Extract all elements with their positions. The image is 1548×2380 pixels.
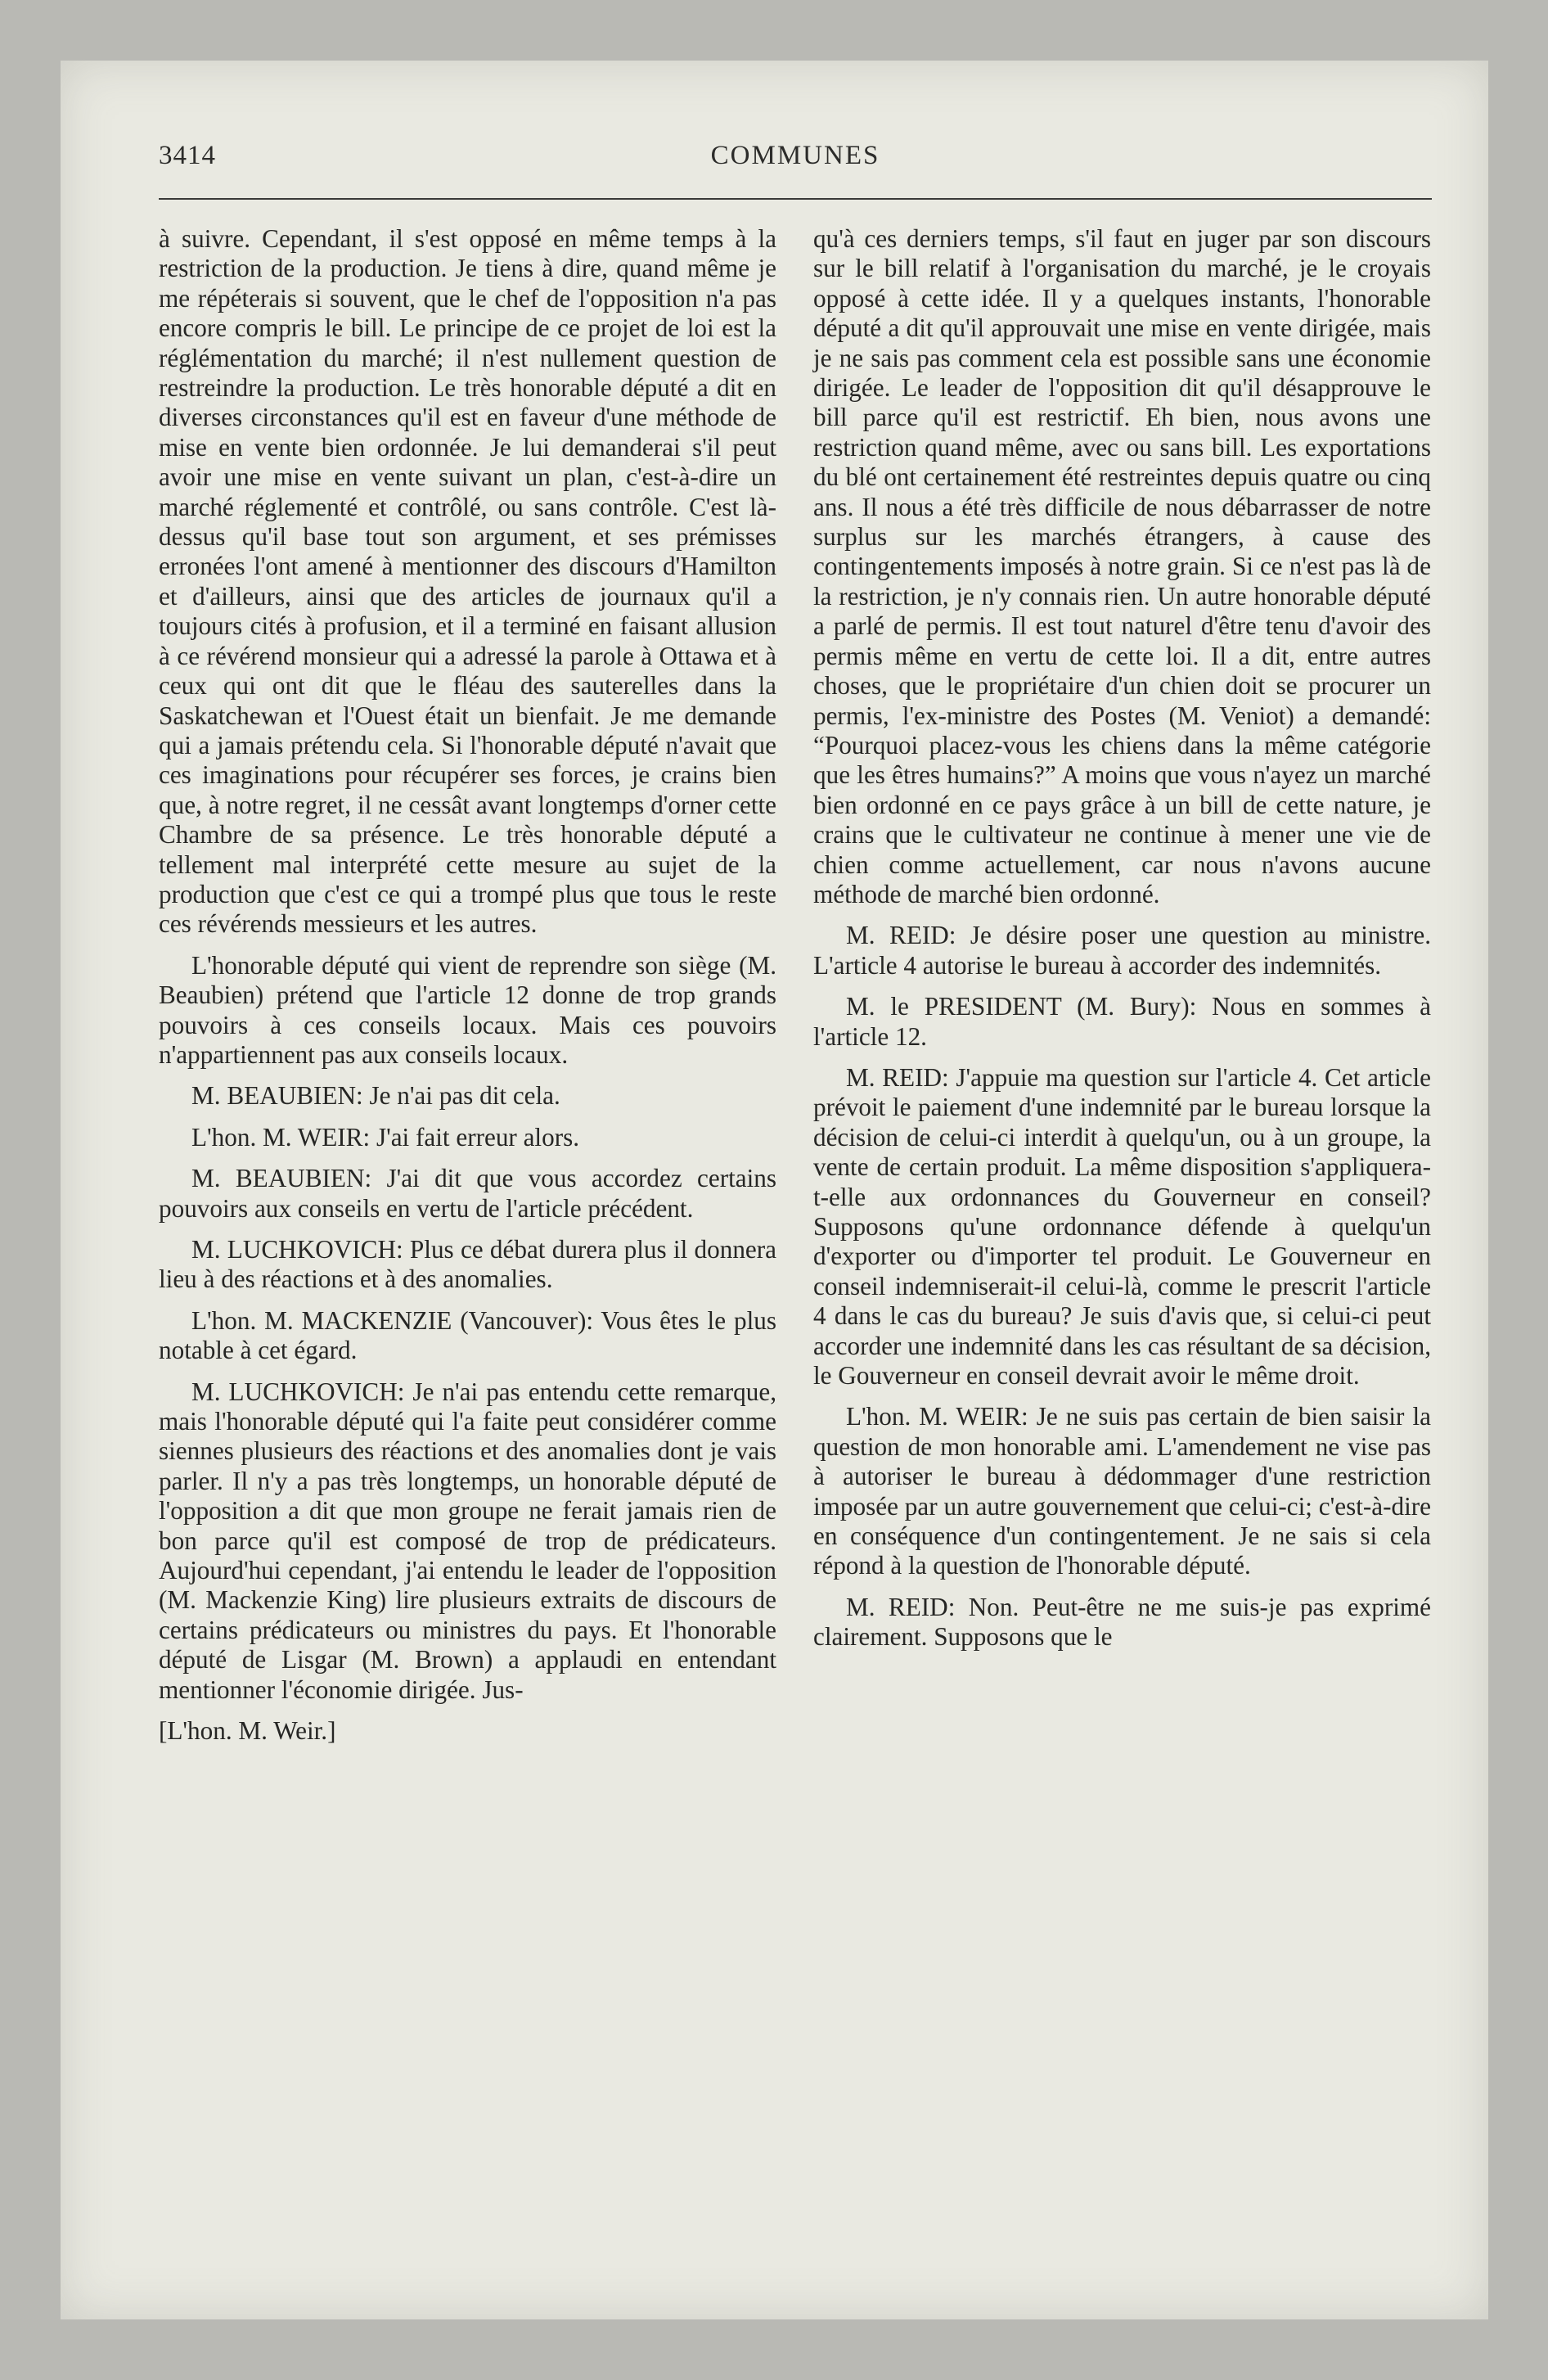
page-header xyxy=(159,141,1432,182)
speech-beaubien: M. BEAUBIEN: J'ai dit que vous accordez certains pouvoirs aux conseils en vertu de l'article précédent. xyxy=(159,1164,776,1223)
left-column xyxy=(159,224,776,1758)
speech-mackenzie: L'hon. M. MACKENZIE (Vancouver): Vous êtes le plus notable à cet égard. xyxy=(159,1305,776,1365)
speech-president: M. le PRESIDENT (M. Bury): Nous en sommes à l'article 12. xyxy=(813,992,1431,1051)
speech-luchkovich: M. LUCHKOVICH: Plus ce débat durera plus il donnera lieu à des réactions et à des anomalies. xyxy=(159,1235,776,1294)
speech-beaubien: M. BEAUBIEN: Je n'ai pas dit cela. xyxy=(191,1081,560,1111)
speech-weir: L'hon. M. WEIR: Je ne suis pas certain de bien saisir la question de mon honorable ami. L'amendement ne vise pas à autoriser le bureau à dédommager d'une restriction imposée par un autre gouvernement que celui-ci; c'est-à-dire en conséquence d'un contingentement. Je ne sais si cela répond à la question de l'honorable député. xyxy=(813,1402,1431,1580)
speech-reid: M. REID: J'appuie ma question sur l'article 4. Cet article prévoit le paiement d'une indemnité par le bureau lorsque la décision de celui-ci interdit à quelqu'un, ou à un groupe, la vente de certain produit. La même disposition s'appliquera-t-elle aux ordonnances du Gouverneur en conseil? Supposons qu'une ordonnance défende à quelqu'un d'exporter ou d'importer tel produit. Le Gouverneur en conseil indemniserait-il celui-là, comme le prescrit l'article 4 dans le cas du bureau? Je suis d'avis que, si celui-ci peut accorder une indemnité dans les cas résultant de sa décision, le Gouverneur en conseil devrait avoir le même droit. xyxy=(813,1062,1431,1391)
footer-reference: [L'hon. M. Weir.] xyxy=(159,1716,336,1746)
right-column xyxy=(813,224,1431,1664)
header-rule xyxy=(159,198,1432,200)
page-title: COMMUNES xyxy=(710,141,880,170)
speech-reid: M. REID: Je désire poser une question au ministre. L'article 4 autorise le bureau à accorder des indemnités. xyxy=(813,921,1431,980)
page-number: 3414 xyxy=(159,141,216,170)
speech-luchkovich: M. LUCHKOVICH: Je n'ai pas entendu cette remarque, mais l'honorable député qui l'a faite peut considérer comme siennes plusieurs des réactions et des anomalies dont je vais parler. Il n'y a pas très longtemps, un honorable député de l'opposition a dit que mon groupe ne ferait jamais rien de bon parce qu'il est composé de trop de prédicateurs. Aujourd'hui cependant, j'ai entendu le leader de l'opposition (M. Mackenzie King) lire plusieurs extraits de discours de certains prédicateurs ou ministres du pays. Et l'honorable député de Lisgar (M. Brown) a applaudi en entendant mentionner l'économie dirigée. Jus- xyxy=(159,1377,776,1704)
paragraph: qu'à ces derniers temps, s'il faut en juger par son discours sur le bill relatif à l'organisation du marché, je le croyais opposé à cette idée. Il y a quelques instants, l'honorable député a dit qu'il approuvait une mise en vente dirigée, mais je ne sais pas comment cela est possible sans une économie dirigée. Le leader de l'opposition dit qu'il désapprouve le bill parce qu'il est restrictif. Eh bien, nous avons une restriction quand même, avec ou sans bill. Les exportations du blé ont certainement été restreintes depuis quatre ou cinq ans. Il nous a été très difficile de nous débarrasser de notre surplus sur les marchés étrangers, à cause des contingentements imposés à notre grain. Si ce n'est pas là de la restriction, je n'y connais rien. Un autre honorable député a parlé de permis. Il est tout naturel d'être tenu d'avoir des permis même en vertu de cette loi. Il a dit, entre autres choses, que le propriétaire d'un chien doit se procurer un permis, l'ex-ministre des Postes (M. Veniot) a demandé: “Pourquoi placez-vous les chiens dans la même catégorie que les êtres humains?” A moins que vous n'ayez un marché bien ordonné en ce pays grâce à un bill de cette nature, je crains que le cultivateur ne continue à mener une vie de chien comme actuellement, car nous n'avons aucune méthode de marché bien ordonné. xyxy=(813,224,1431,908)
paragraph: L'honorable député qui vient de reprendre son siège (M. Beaubien) prétend que l'article 12 donne de trop grands pouvoirs à ces conseils locaux. Mais ces pouvoirs n'appartiennent pas aux conseils locaux. xyxy=(159,950,776,1069)
paragraph: à suivre. Cependant, il s'est opposé en même temps à la restriction de la production. Je tiens à dire, quand même je me répéterais si souvent, que le chef de l'opposition n'a pas encore compris le bill. Le principe de ce projet de loi est la réglémentation du marché; il n'est nullement question de restreindre la production. Le très honorable député a dit en diverses circonstances qu'il est en faveur d'une méthode de mise en vente bien ordonnée. Je lui demanderai s'il peut avoir une mise en vente suivant un plan, c'est-à-dire un marché réglementé et contrôlé, ou sans contrôle. C'est là-dessus qu'il base tout son argument, et ses prémisses erronées l'ont amené à mentionner des discours d'Hamilton et d'ailleurs, ainsi que des articles de journaux qu'il a toujours cités à profusion, et il a terminé en faisant allusion à ce révérend monsieur qui a adressé la parole à Ottawa et à ceux qui ont dit que le fléau des sauterelles dans la Saskatchewan et l'Ouest était un bienfait. Je me demande qui a jamais prétendu cela. Si l'honorable député n'avait que ces imaginations pour récupérer ses forces, je crains bien que, à notre regret, il ne cessât avant longtemps d'orner cette Chambre de sa présence. Le très honorable député a tellement mal interprété cette mesure au sujet de la production que c'est ce qui a trompé plus que tous le reste ces révérends messieurs et les autres. xyxy=(159,224,776,939)
speech-weir: L'hon. M. WEIR: J'ai fait erreur alors. xyxy=(191,1122,580,1152)
speech-reid: M. REID: Non. Peut-être ne me suis-je pas exprimé clairement. Supposons que le xyxy=(813,1592,1431,1652)
